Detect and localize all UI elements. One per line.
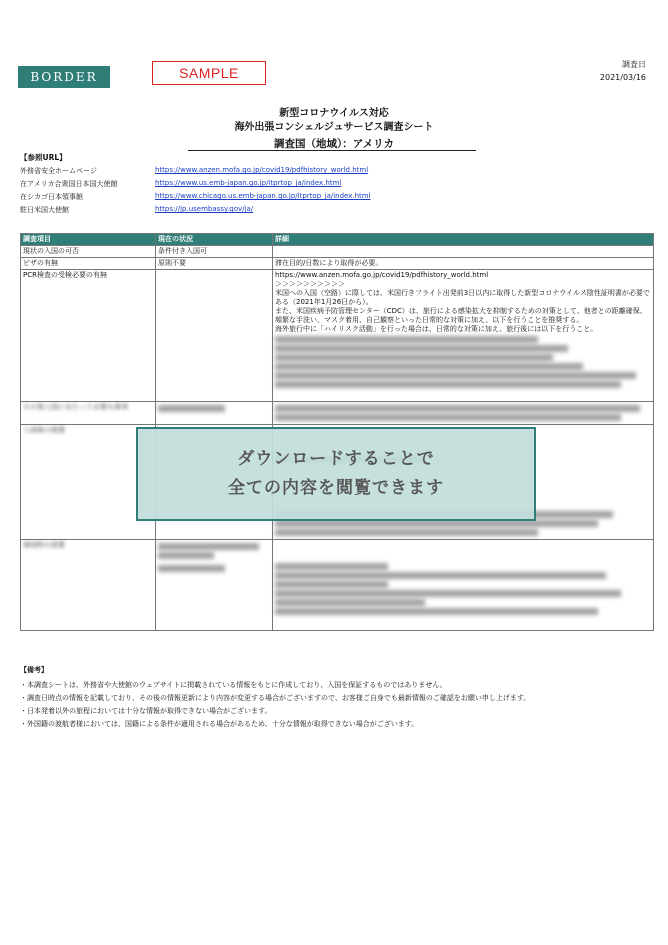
note-item: ・外国籍の渡航者様においては、国籍による条件が適用される場合があるため、十分な情報が取得できない場合がございます。 bbox=[20, 720, 419, 728]
page-title-line1: 新型コロナウイルス対応 bbox=[279, 108, 389, 119]
survey-date-label: 調査日 bbox=[622, 60, 646, 69]
row-item: PCR検査の受検必要の有無 bbox=[21, 270, 156, 402]
row-item: 帰国時の措置 bbox=[21, 540, 156, 631]
row-item: ビザの有無 bbox=[21, 258, 156, 270]
row-detail bbox=[273, 540, 654, 631]
row-detail bbox=[273, 270, 654, 402]
note-item: ・調査日時点の情報を記載しており、その後の情報更新により内容が変更する場合がございますので、お客様ご自身でも最新情報のご確認をお願い申し上げます。 bbox=[20, 694, 531, 702]
reference-link[interactable]: https://www.anzen.mofa.go.jp/covid19/pdfhistory_world.html bbox=[155, 166, 369, 174]
row-status bbox=[156, 402, 273, 425]
table-row bbox=[21, 258, 654, 270]
row-item: 現状の入国の可否 bbox=[21, 246, 156, 258]
row-detail bbox=[273, 246, 654, 258]
download-notice-line2: 全ての内容を閲覧できます bbox=[228, 478, 444, 498]
title-underline bbox=[188, 150, 476, 151]
border-logo: BORDER bbox=[18, 66, 110, 88]
column-header-item: 調査項目 bbox=[21, 234, 156, 246]
table-row bbox=[21, 270, 654, 402]
reference-link[interactable]: https://www.us.emb-japan.go.jp/itprtop_ja/index.html bbox=[155, 179, 342, 187]
row-item: 入国後の措置 bbox=[21, 425, 156, 540]
row-detail: 滞在目的/日数により取得が必要。 bbox=[273, 258, 654, 270]
column-header-status: 現在の状況 bbox=[156, 234, 273, 246]
reference-link[interactable]: https://www.chicago.us.emb-japan.go.jp/itprtop_ja/index.html bbox=[155, 192, 371, 200]
row-status: 条件付き入国可 bbox=[156, 246, 273, 258]
reference-label: 駐日米国大使館 bbox=[20, 206, 69, 214]
download-notice-overlay bbox=[136, 427, 536, 521]
row-status bbox=[156, 270, 273, 402]
notes-heading: 【備考】 bbox=[20, 666, 48, 674]
row-detail bbox=[273, 402, 654, 425]
reference-heading: 【参照URL】 bbox=[20, 153, 67, 162]
table-row bbox=[21, 540, 654, 631]
note-item: ・本調査シートは、外務省や大使館のウェブサイトに掲載されている情報をもとに作成しており、入国を保証するものではありません。 bbox=[20, 681, 447, 689]
blurred-content bbox=[275, 336, 651, 400]
table-row bbox=[21, 402, 654, 425]
note-item: ・日本発着以外の旅程においては十分な情報が取得できない場合がございます。 bbox=[20, 707, 272, 715]
table-header-row bbox=[21, 234, 654, 246]
download-notice-line1: ダウンロードすることで bbox=[237, 449, 435, 469]
country-title: 調査国（地域）：アメリカ bbox=[273, 138, 394, 150]
table-row bbox=[21, 246, 654, 258]
row-item: その他入国にあたって必要な事項 bbox=[21, 402, 156, 425]
sample-stamp: SAMPLE bbox=[152, 61, 266, 85]
reference-label: 在シカゴ日本領事館 bbox=[20, 193, 83, 201]
reference-label: 在アメリカ合衆国日本国大使館 bbox=[20, 180, 118, 188]
row-status: 原則不要 bbox=[156, 258, 273, 270]
survey-date-value: 2021/03/16 bbox=[599, 73, 646, 82]
row-status bbox=[156, 540, 273, 631]
reference-link[interactable]: https://jp.usembassy.gov/ja/ bbox=[155, 205, 254, 213]
column-header-detail: 詳細 bbox=[273, 234, 654, 246]
reference-label: 外務省安全ホームページ bbox=[20, 167, 97, 175]
row-detail-text: https://www.anzen.mofa.go.jp/covid19/pdfhistory_world.html ＞＞＞＞＞＞＞＞＞＞ 米国への入国（空路）に際しては、米国行きフライト出発前3日以内に取得した新型コロナウイルス陰性証明書が必要である（2021年1月26日から）。 また、米国疾病予防管理センター（CDC）は、旅行による感染拡大を抑制するための対策として、他者との距離確保、頻繁な手洗い、マスク着用、自己観察といった日常的な対策に加え、以下を行うことを推奨する。 海外旅行中に「ハイリスク活動」を行った場合は、日常的な対策に加え、旅行後には以下を行うこと。 bbox=[275, 271, 650, 333]
page-title-line2: 海外出張コンシェルジュサービス調査シート bbox=[234, 122, 434, 133]
